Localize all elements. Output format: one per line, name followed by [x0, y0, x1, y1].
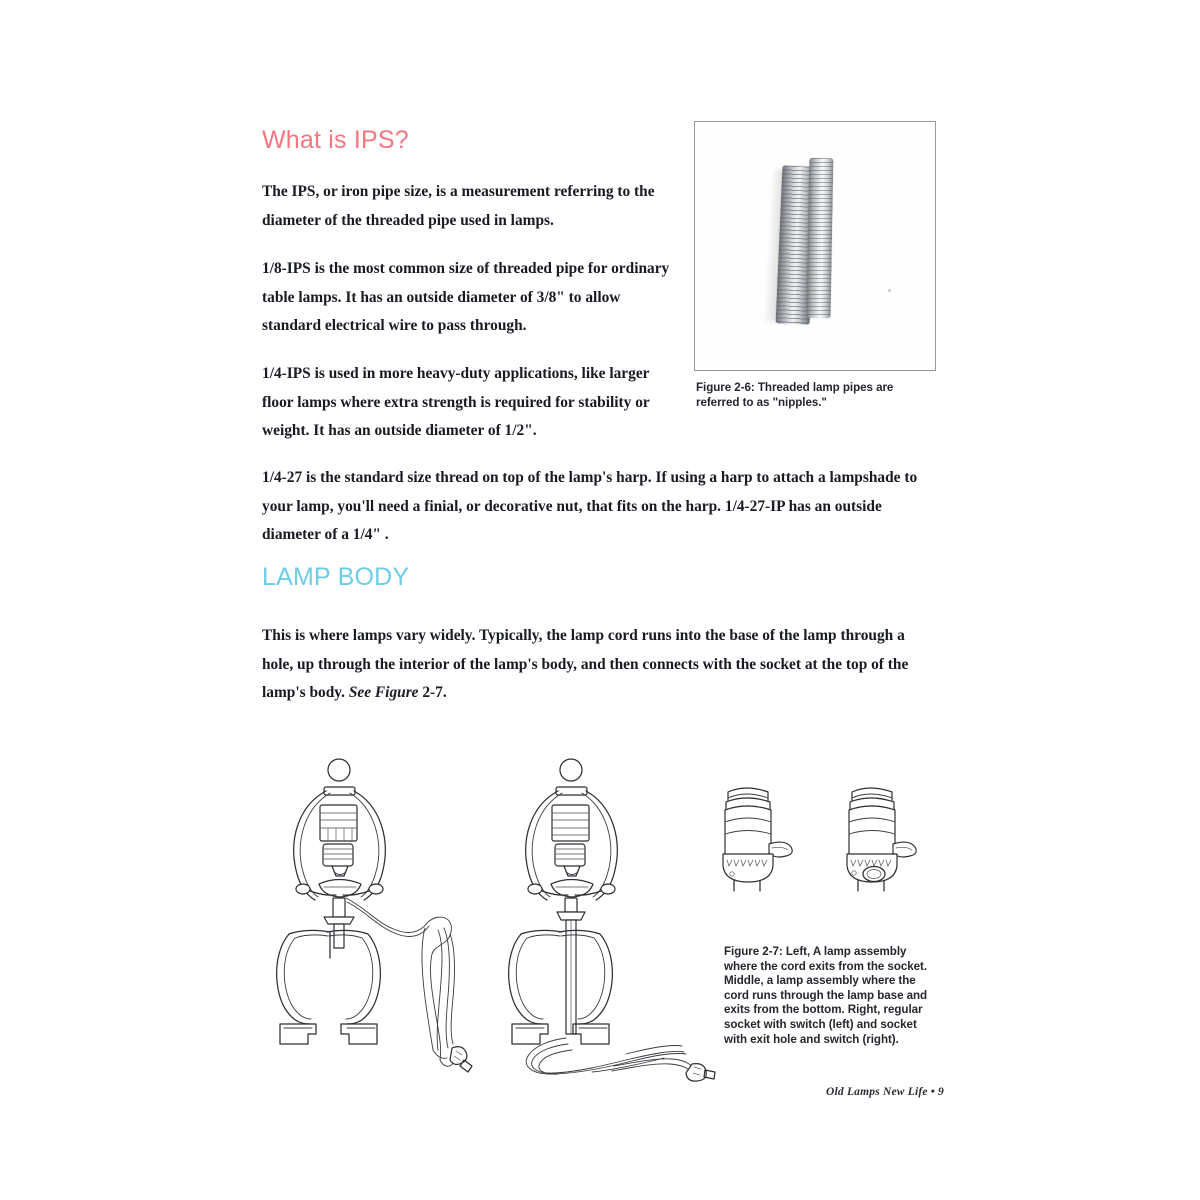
power-cord-coil-middle [526, 1038, 715, 1081]
paragraph-ips-definition: The IPS, or iron pipe size, is a measurement referring to the diameter of the threaded pipe used in lamps. [262, 183, 655, 229]
threaded-pipe-front [807, 158, 834, 318]
figure-2-7-caption: Figure 2-7: Left, A lamp assembly where the cord exits from the socket. Middle, a lamp assembly where the cord runs through the lamp base and exits from the bottom. Right, regular socket with switch (left) and socket with exit hole and switch (right). [724, 945, 928, 1046]
paragraph-ips-quarter: 1/4-IPS is used in more heavy-duty applications, like larger floor lamps where extra strength is required for stability or weight. It has an outside diameter of 1/2". [262, 365, 650, 439]
heading-lamp-body: LAMP BODY [262, 563, 410, 591]
drawing-lamp-cord-through-base [509, 759, 715, 1081]
power-cord-coil-left [422, 917, 472, 1072]
threaded-pipe-photo [695, 122, 935, 370]
paragraph-lamp-body-figure-ref: See Figure [348, 684, 419, 701]
paragraph-lamp-body-lead: This is where lamps vary widely. Typically, the lamp cord runs into the base of the lamp through a hole, up through the interior of the lamp's body, and then connects with the socket at the top of the lamp's body. [262, 627, 909, 701]
paragraph-lamp-body-tail: 2-7. [418, 684, 447, 701]
drawing-lamp-cord-exits-socket [277, 759, 472, 1072]
drawing-socket-with-exit-hole-and-switch [847, 788, 916, 891]
drawing-socket-regular-with-switch [723, 788, 792, 891]
paragraph-lamp-body [262, 622, 934, 708]
figure-2-6-caption: Figure 2-6: Threaded lamp pipes are referred to as "nipples." [696, 381, 894, 409]
paragraph-ips-eighth: 1/8-IPS is the most common size of threaded pipe for ordinary table lamps. It has an outside diameter of 3/8" to allow standard electrical wire to pass through. [262, 260, 670, 334]
heading-what-is-ips: What is IPS? [262, 126, 409, 154]
photo-speck [888, 289, 891, 292]
page-footer: Old Lamps New Life • 9 [826, 1086, 944, 1098]
figure-2-6-photo-frame [694, 121, 936, 371]
paragraph-ips-quarter-27: 1/4-27 is the standard size thread on top of the lamp's harp. If using a harp to attach a lampshade to your lamp, you'll need a finial, or decorative nut, that fits on the harp. 1/4-27-IP has an outside diameter of a 1/4" . [262, 469, 918, 543]
